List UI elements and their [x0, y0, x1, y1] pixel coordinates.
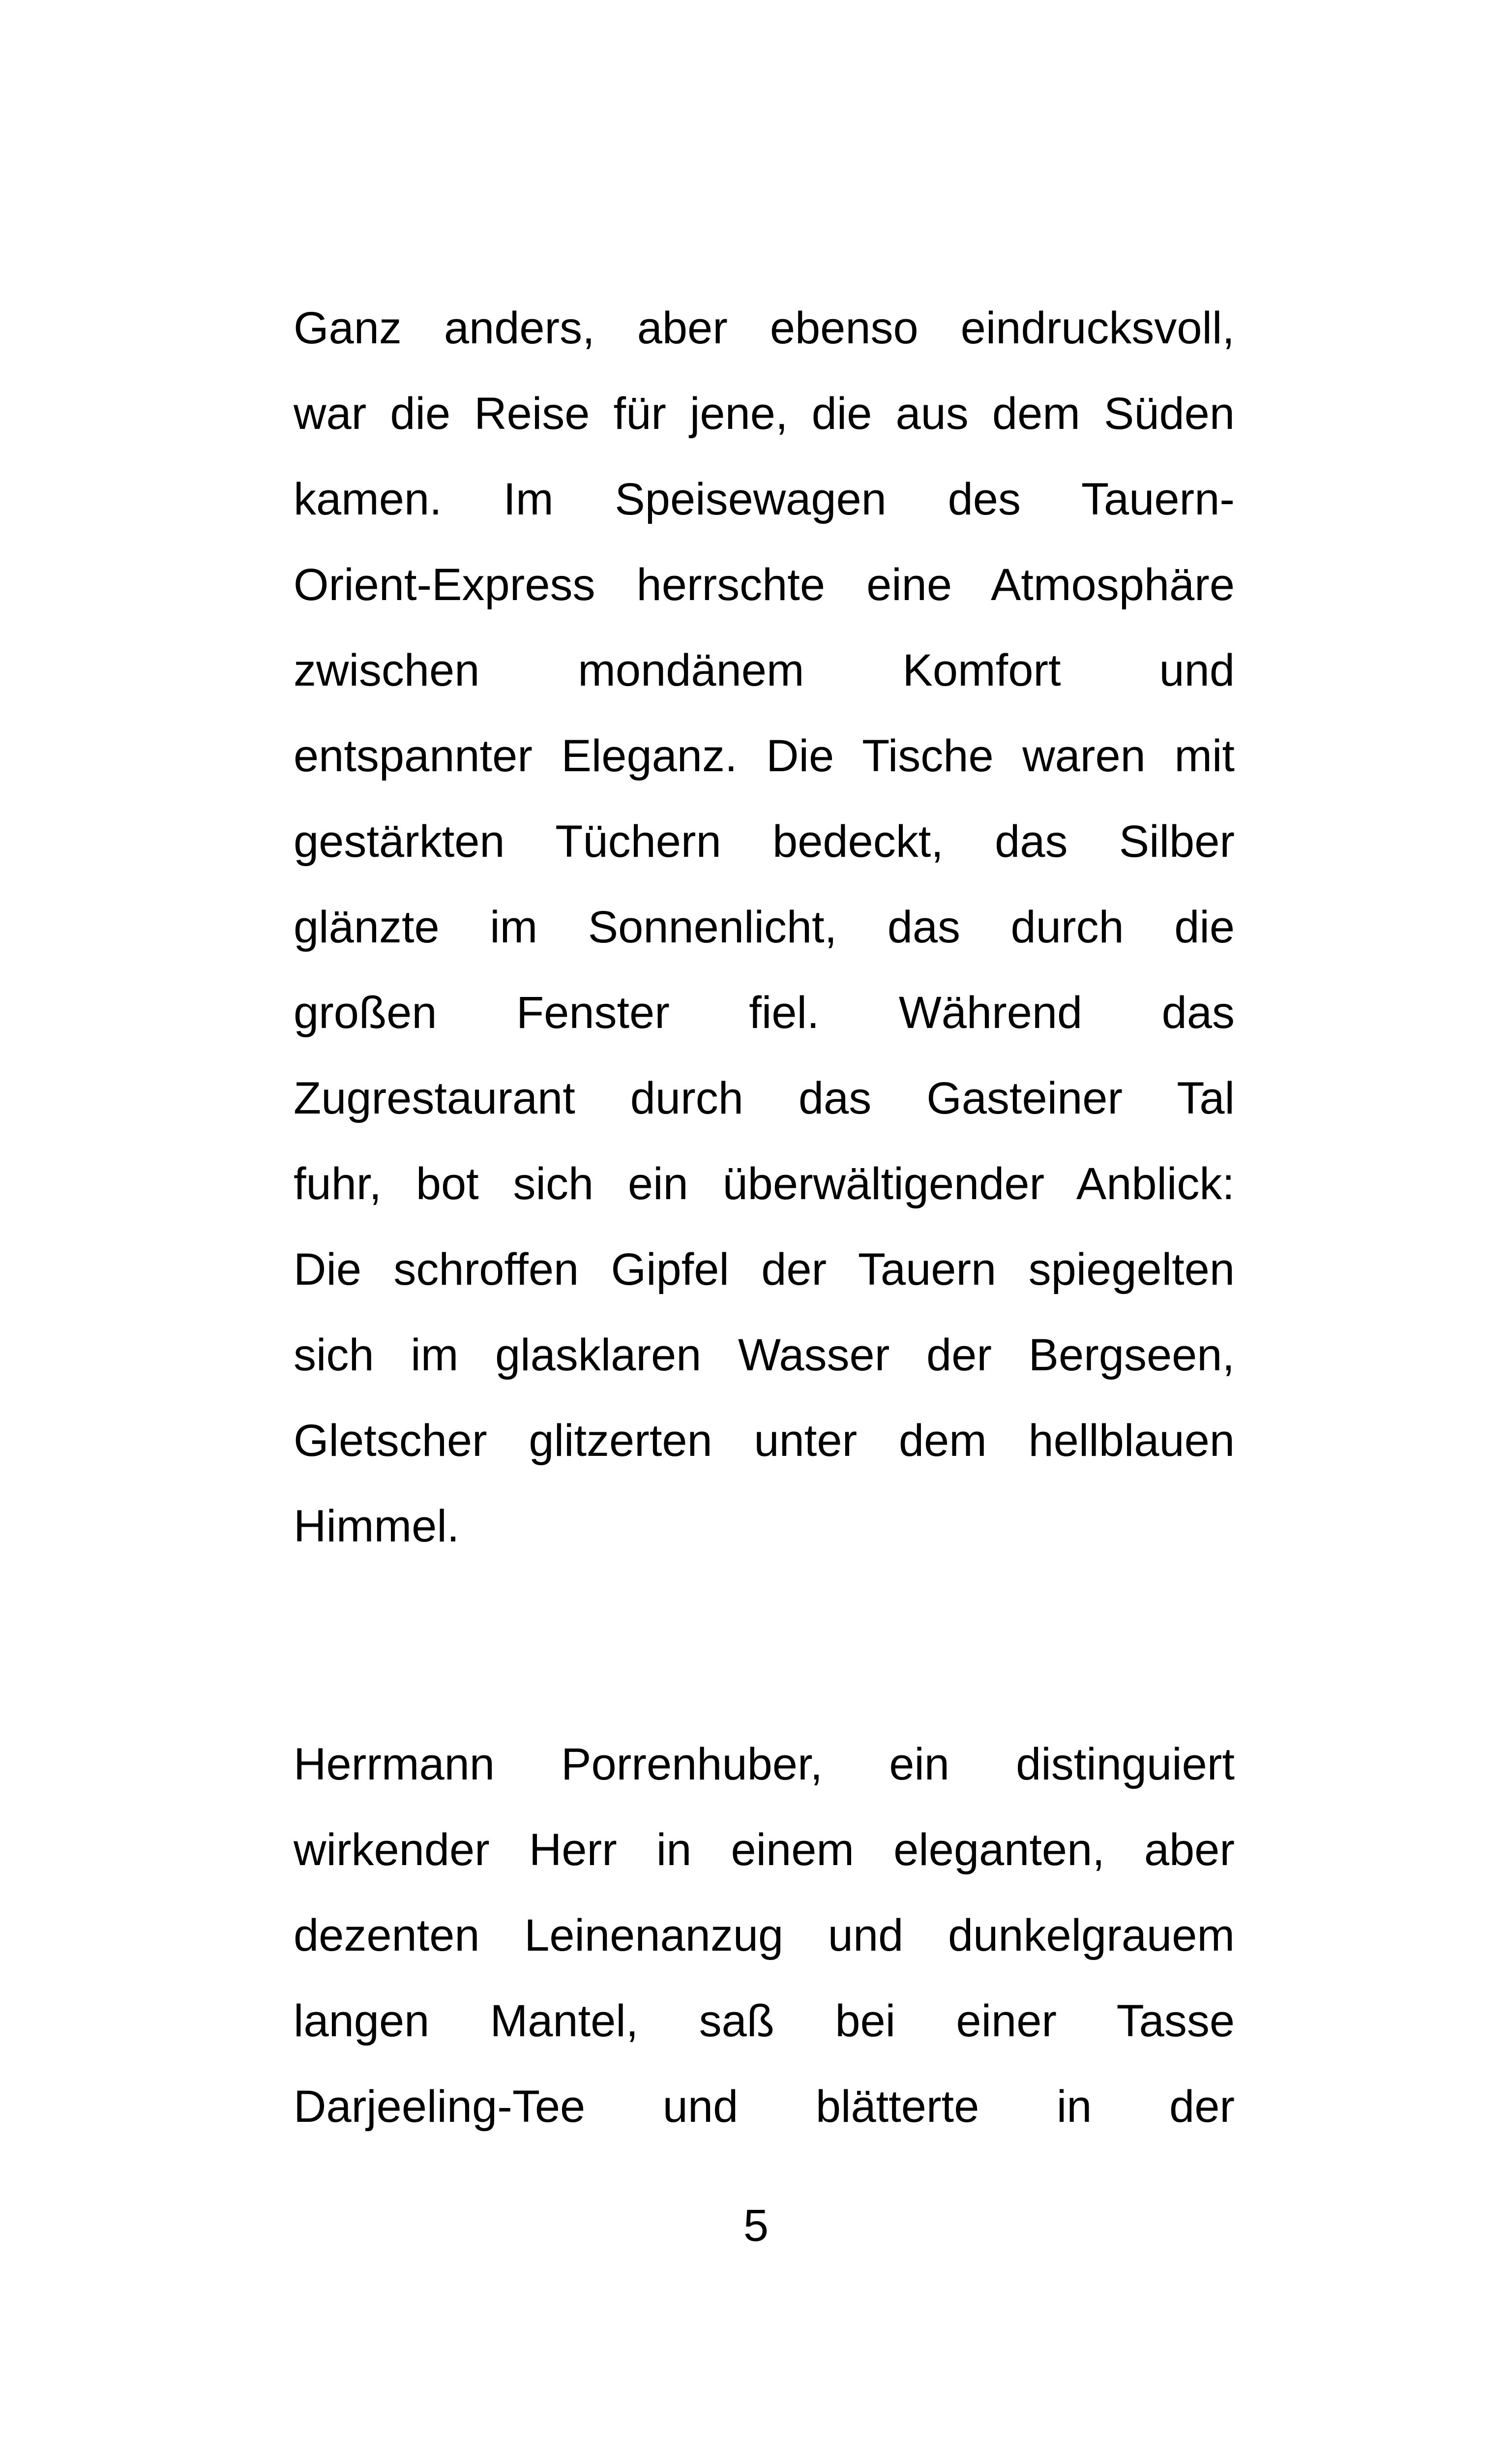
text-line: wirkender Herr in einem eleganten, aber	[294, 1825, 1235, 1875]
text-line: dezenten Leinenanzug und dunkelgrauem	[294, 1910, 1235, 1960]
text-line: zwischen mondänem Komfort und	[294, 645, 1235, 695]
text-line: Die schroffen Gipfel der Tauern spiegelten	[294, 1244, 1235, 1295]
text-line: großen Fenster fiel. Während das	[294, 988, 1235, 1038]
paragraph-1	[294, 285, 1235, 1569]
text-line: fuhr, bot sich ein überwältigender Anblick:	[294, 1159, 1235, 1209]
paragraph-2	[294, 1721, 1235, 2149]
text-line: glänzte im Sonnenlicht, das durch die	[294, 902, 1235, 952]
text-line: Darjeeling-Tee und blätterte in der	[294, 2081, 1235, 2132]
text-line: war die Reise für jene, die aus dem Süden	[294, 389, 1235, 439]
text-line: Zugrestaurant durch das Gasteiner Tal	[294, 1073, 1235, 1123]
text-line: Himmel.	[294, 1501, 460, 1551]
text-line: Gletscher glitzerten unter dem hellblauen	[294, 1416, 1235, 1466]
text-line: langen Mantel, saß bei einer Tasse	[294, 1996, 1235, 2046]
text-line: kamen. Im Speisewagen des Tauern-	[294, 474, 1235, 524]
text-line: entspannter Eleganz. Die Tische waren mit	[294, 731, 1235, 781]
text-line: Orient-Express herrschte eine Atmosphäre	[294, 560, 1235, 610]
text-line: sich im glasklaren Wasser der Bergseen,	[294, 1330, 1235, 1380]
text-line: Herrmann Porrenhuber, ein distinguiert	[294, 1739, 1235, 1789]
text-line: Ganz anders, aber ebenso eindrucksvoll,	[294, 303, 1235, 353]
page-number: 5	[743, 2201, 769, 2251]
text-line: gestärkten Tüchern bedeckt, das Silber	[294, 816, 1235, 867]
